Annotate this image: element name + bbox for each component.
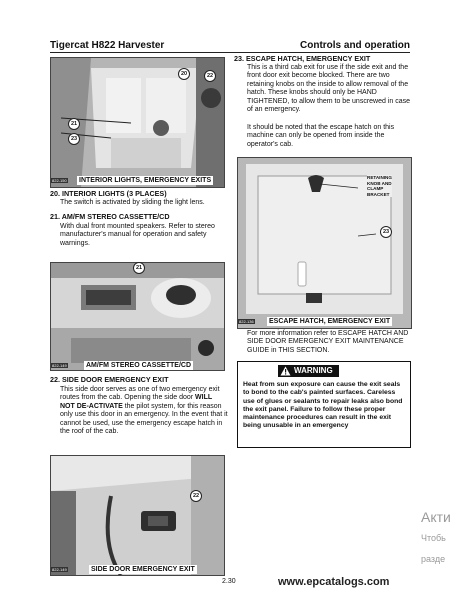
section-23-text-2: It should be noted that the escape hatch on this machine can only be opened from inside the operator's cab. (247, 124, 395, 148)
section-21-text: With dual front mounted speakers. Refer to stereo manufacturer's manual for operation and safety warnings. (60, 223, 215, 247)
callout-22: 22 (204, 70, 216, 82)
warning-text: Heat from sun exposure can cause the exit seals to bond to the cab's painted surfaces. Careless use of glues or sealants to repair leaks also bond the exit panel. Failure to follow these proper maintenance procedures can result in the exit being unusable in an emergency (243, 381, 403, 430)
section-21-title: 21. AM/FM STEREO CASSETTE/CD (50, 212, 170, 221)
section-23-title: 23. ESCAPE HATCH, EMERGENCY EXIT (234, 54, 371, 63)
figure-id: 822-149 (52, 363, 67, 368)
section-23-text-1: This is a third cab exit for use if the side exit and the front door exit become blocked. There are two retaining knobs on the inside to allow removal of the hatch. These knobs should only be HAND TIGHTENED, to allow them to be unscrewed in case of an emergency. (247, 64, 411, 114)
figure-id: 822-149 (52, 567, 67, 572)
callout-22-door: 22 (190, 490, 202, 502)
callout-20: 20 (178, 68, 190, 80)
callout-23-hatch: 23 (380, 226, 392, 238)
activation-watermark-line2: Чтобь (421, 533, 446, 543)
activation-watermark-line1: Акти (421, 509, 451, 525)
section-20-title: 20. INTERIOR LIGHTS (3 PLACES) (50, 189, 167, 198)
callout-21: 21 (68, 118, 80, 130)
figure-caption-stereo: AM/FM STEREO CASSETTE/CD (86, 362, 192, 369)
section-22-title: 22. SIDE DOOR EMERGENCY EXIT (50, 375, 169, 384)
activation-watermark-line3: разде (421, 554, 446, 564)
figure-stereo (50, 262, 225, 371)
stereo-photo (51, 263, 224, 370)
warning-title: WARNING (294, 366, 333, 375)
callout-23: 23 (68, 133, 80, 145)
figure-side-door (50, 455, 225, 576)
figure-id: 822-136 (239, 319, 254, 324)
page-number: 2.30 (222, 578, 236, 585)
figure-caption-escape-hatch: ESCAPE HATCH, EMERGENCY EXIT (269, 318, 391, 325)
warning-box (237, 361, 411, 448)
figure-caption-side-door: SIDE DOOR EMERGENCY EXIT (91, 566, 195, 573)
side-door-photo (51, 456, 224, 575)
section-22-text: This side door serves as one of two emergency exit routes from the cab. Opening the side door WILL NOT DE-ACTIVATE the pilot system, for this reason only use this door in an emergency. In the event that it cannot be used, use the emergency escape hatch in the roof of the cab. (60, 386, 228, 436)
header-right-title: Controls and operation (300, 40, 410, 51)
warning-triangle-icon (280, 366, 291, 376)
site-watermark: www.epcatalogs.com (278, 576, 390, 588)
figure-id: 822-150 (52, 178, 67, 183)
header-rule (50, 52, 410, 53)
header-left-title: Tigercat H822 Harvester (50, 40, 165, 51)
callout-21-stereo: 21 (133, 262, 145, 274)
hatch-label: RETAINING KNOB AND CLAMP BRACKET (367, 175, 392, 197)
figure-caption-interior-lights: INTERIOR LIGHTS, EMERGENCY EXITS (79, 177, 212, 184)
section-23-text-3: For more information refer to ESCAPE HATCH AND SIDE DOOR EMERGENCY EXIT MAINTENANCE GUIDE in THIS SECTION. (247, 330, 409, 354)
section-20-text: The switch is activated by sliding the light lens. (60, 199, 205, 206)
